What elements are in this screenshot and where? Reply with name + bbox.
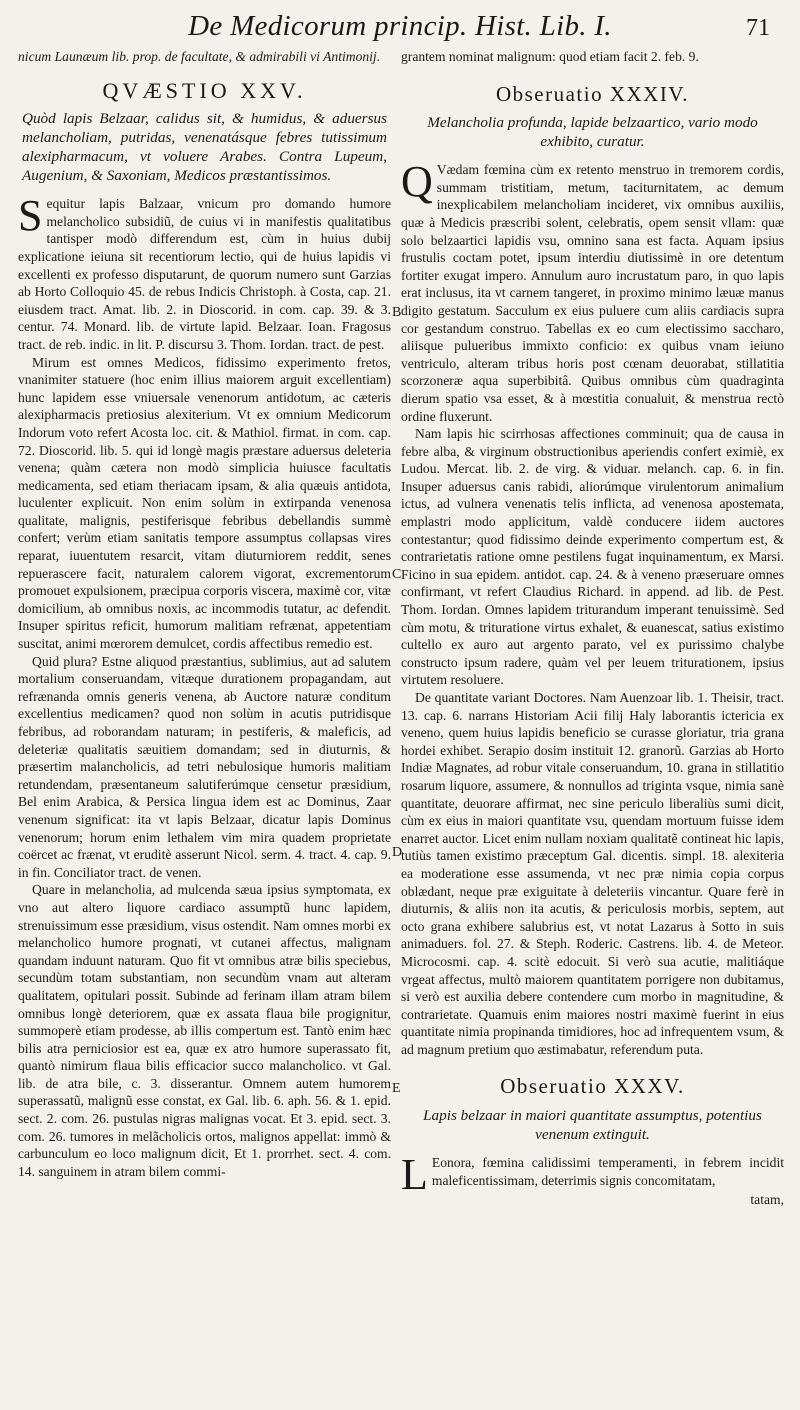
observation-34-title: Obseruatio XXXIV. bbox=[495, 81, 690, 106]
right-column bbox=[401, 48, 784, 1402]
paragraph-text: equitur lapis Balzaar, vnicum pro domando humore melancholico subsidiũ, de cuius vi in manifestis qualitatibus tantisper modò differendum est, cùm in huius dubij explicatione ieiuna sit recentiorum lectio, qui de huius lapidis vi excellenti ex professo disputarunt, de quorum numero sunt Garzias ab Horto Colloquio 45. de rebus Indicis Christoph. à Costa, cap. 21. eiusdem tract. Amat. lib. 2. in Dioscorid. in com. cap. 39. & 3. centur. 74. Monard. lib. de virtute lapid. Belzaar. Ioan. Fragosus tract. de reb. indic. in lit. P. discursu 3. Thom. Iordan. tract. de pest. bbox=[18, 196, 391, 352]
right-continuation: grantem nominat malignum: quod etiam facit 2. feb. 9. bbox=[401, 49, 699, 64]
paragraph bbox=[401, 157, 784, 425]
margin-letter-b: B bbox=[392, 305, 402, 320]
margin-letter-c: C bbox=[392, 567, 402, 582]
paragraph-text: Eonora, fœmina calidissimi temperamenti, in febrem incidit maleficentissimam, deterrimis signis concomitatam, bbox=[431, 1155, 784, 1188]
observation-34-subtitle: Melancholia profunda, lapide belzaartico, vario modo exhibito, curatur. bbox=[427, 114, 758, 151]
left-column bbox=[18, 48, 391, 1402]
margin-letter-e: E bbox=[392, 1081, 401, 1096]
paragraph-text: Vædam fœmina cùm ex retento menstruo in tremorem cordis, summam tristitiam, metum, taciturnitatem, ac demum inexplicabilem melancholiam incideret, vix omnibus auxiliis, quæ à Medicis præscribi solent, celebratis, opem sensit vllam: quæ solo belzaartici lapidis vsu, omnino sana est facta. Aquam ipsius frustulis coctam potet, ipsum interdiu diutissimè in ore detentum fortiter exugat impero. Annulum auro incrustatum paro, in quo lapis erat inclusus, ita vt carnem tangeret, in proximo minimo læuæ manus digito gestatum. Sacculum ex eius puluere cum aliis cardiacis supra cor gestandum construo. Tabellas ex eo cum electissimo saccharo, aliisque pulueribus immixto conficio: ex quibus vnam ieiuno ventriculo, alteram tribus horis post cœnam deuorabat, stillatitia scorzoneræ aqua superbibitâ. Quibus omnibus cùm quadraginta dierum spatio vsa esset, & à mœstitia conualuit, & menstrua rectò ordine fluxerunt. bbox=[401, 162, 784, 424]
observation-35-title: Obseruatio XXXV. bbox=[500, 1074, 685, 1099]
quaestio-title: QVÆSTIO XXV. bbox=[102, 77, 307, 103]
paragraph: De quantitate variant Doctores. Nam Auenzoar lib. 1. Theisir, tract. 13. cap. 6. narrans Historiam Acii filij Haly laborantis ictericia ex veneno, quem huius lapidis beneficio se curasse gloriatur, tria grana hordei exhibet. Serapio dosim instituit 12. granorũ. Garzias ab Horto Indiæ Magnates, ad robur vitale conseruandum, 10. grana in stillatitio rosarum liquore, assumere, & nonnullos ad triginta vsque, nimia sanè quantitate, deuorare affirmat, nec sine periculo liberaliùs sumi dicit, cùm ex eius in maiori quantitate vsu, quendam mortuum fuisse idem enarret auctor. Licet enim nullam noxiam qualitatẽ contineat hic lapis, tutiùs tamen existimo præceptum Gal. dicentis. simpl. 18. alexiteria ea moderatione esse assumenda, vt nec præ nimia copia corpus oblædant, neque præ exiguitate à deleteriis vincantur. Quare ferè in diuturnis, & aliis non ita acutis, & periculosis morbis, septem, aut octo grana exhibere salubrius est, vt notat Lazarus à Sotto in suis animaduers. fol. 27. & Steph. Roderic. Castrens. lib. 4. de Meteor. Microcosmi. cap. 4. scitè edocuit. Si verò sua acutie, malitiáque vrgeat affectus, multò maiorem quantitatem porrigere non dubitamus, si verò est auxilia debere contendere cum morbo in magnitudine, & contrarietate. Quamuis enim maiores nostri maximè fuerint in eius quantitate nimia propinanda timidiores, hoc ad infrequentem vsum, & ad magnum pretium quo æstimabatur, referendum puta. bbox=[401, 690, 784, 1057]
running-head: De Medicorum princip. Hist. Lib. I. bbox=[188, 10, 612, 42]
paragraph: Quid plura? Estne aliquod præstantius, sublimius, aut ad salutem mortalium conseruandam, vitæque durationem propagandam, aut refrænanda omnis generis venena, ab Auctore naturæ conditum excellentius medicamen? quod non solùm in acutis putridisque febribus, ad roborandam naturam; in pestiferis, & maleficis, ad deleteriæ qualitatis sæuitiem domandam; sed in diuturnis, & præsertim malancholicis, ad tetri nebulosique humoris malitiam retundendam, præsentaneum salutiferúmque censetur præsidium, Bel enim Arabica, & Persica lingua idem est ac Dominus, Zaar venenum significat: ita vt lapis Belzaar, dicatur lapis Dominus venenorum; horum enim lethalem vim mira quadem proprietate coërcet ac frænat, vt eruditè asserunt Nicol. serm. 4. tract. 4. cap. 9. in fin. Conciliator tract. de venen. bbox=[18, 653, 391, 880]
quaestio-subtitle: Quòd lapis Belzaar, calidus sit, & humidus, & aduersus melancholiam, putridas, venenatásque febres tutissimum alexipharmacum, vt voluere Arabes. Contra Lupeum, Augenium, & Saxoniam, Medicos præstantissimos. bbox=[22, 110, 387, 185]
paragraph bbox=[18, 191, 391, 353]
drop-cap: L bbox=[401, 1150, 428, 1200]
drop-cap: Q bbox=[401, 157, 433, 207]
left-continuation: nicum Launæum lib. prop. de facultate, & admirabili vi Antimonij. bbox=[18, 49, 381, 64]
margin-letter-d: D bbox=[392, 845, 403, 860]
paragraph: Mirum est omnes Medicos, fidissimo experimento fretos, vnanimiter statuere (hoc enim illius maiorem arguit excellentiam) hunc lapidem esse vniuersale venenorum antidotum, ac cæteris alexipharmacis pretiosius alexiterium. Vt ex omnium Medicorum Indorum voto refert Acosta loc. cit. & Mathiol. firmat. in com. cap. 72. Dioscorid. lib. 5. qui id longè magis præstare aduersus deleteria venena; quàm cætera non modò simplicia huiusce facultatis medicamenta, sed etiam theriacam ipsam, & alia quæuis antidota, luculenter explicuit. Non enim solùm in extirpanda venenosa qualitate, malignis, pestiferisque febribus debellandis summè confert; verùm etiam sanitatis tempore assumptus collapsas vires reparat, iuuentutem resarcit, vitam diuturniorem reddit, senes repuerascere facit, naturalem calorem vigorat, excrementorum promouet expulsionem, præcipua corporis viscera, maximè cor, vitæ domicilium, ab omnibus noxis, ac incommodis tutatur, ac defendit. Insuper spiritus reficit, humorum malitiam refrænat, appetentiam suscitat, animi mœrorem demulcet, cordis affectibus remedio est. bbox=[18, 354, 391, 652]
page-header bbox=[0, 4, 800, 48]
paragraph bbox=[401, 1150, 784, 1200]
catchword: tatam, bbox=[750, 1192, 784, 1208]
paragraph: Quare in melancholia, ad mulcenda sæua ipsius symptomata, ex vno aut altero liquore cardiaco assumptũ hunc lapidem, strenuissimum esse præsidium, visus ostendit. Nam omnes morbi ex melancholico humore prognati, vt cutanei affectus, malignam quandam induunt naturam. Quo fit vt omnibus atræ bilis speciebus, secundùm totam substantiam, non secundùm vnam aut alteram qualitatem, opitulari possit. Subinde ad ferinam illam atram bilem omnibus longè deteriorem, quæ ex assata flaua bile progignitur, summoperè etiam prodesse, ab illis compertum est. Tantò enim hæc bilis atra perniciosior est ea, quæ ex atro humore superassato fit, quantò nimirum flaua bilis efficacior succo malancholico. vt Gal. lib. de atra bile, c. 3. disserantur. Omnem autem humorem superassatũ, malignũ esse constat, ex Gal. lib. 6. aph. 56. & 1. epid. sect. 2. com. 26. pustulas nigras malignas vocat. Et 3. epid. sect. 3. com. 26. tumores in melãcholicis ortos, malignos appellat: immò & carbunculum eo loco malignum dicit, Et 1. prorrhet. sect. 4. com. 14. sanguinem in atram bilem commi- bbox=[18, 882, 391, 1179]
drop-cap: S bbox=[18, 191, 43, 241]
paragraph: Nam lapis hic scirrhosas affectiones comminuit; qua de causa in febre alba, & virginum obstructionibus aperiendis confert eximiè, ex Ludou. Mercat. lib. 2. de virg. & viduar. melanch. cap. 6. in fin. Insuper aduersus canis rabidi, aliorúmque virulentorum animalium ictus, ad vulnera venenatis telis inflicta, ad venenosa apostemata, emplastri modo applicitum, valdè conducere iidem auctores contestantur; quod fidissimo deinde experimento compertum est, & contrarietatis ratione omne pestilens fugat inquinamentum, ex Marsi. Ficino in sua epidem. antidot. cap. 24. & à veneno præseruare omnes confirmant, vt refert Claudius Richard. in append. ad lib. de Pest. Thom. Iordan. Omnes lapidem triturandum imperant tenuissimè. Sed cùm motu, & trituratione virtus exhalet, & euanescat, satius existimo cultello ex auro aut argento parato, vel ex purissimo chalybe constructo ipsum radere, quàm vel per leuem triturationem, ipsius virtutem resoluere. bbox=[401, 426, 784, 688]
page-number: 71 bbox=[746, 15, 770, 41]
observation-35-subtitle: Lapis belzaar in maiori quantitate assumptus, potentius venenum extinguit. bbox=[423, 1107, 762, 1144]
